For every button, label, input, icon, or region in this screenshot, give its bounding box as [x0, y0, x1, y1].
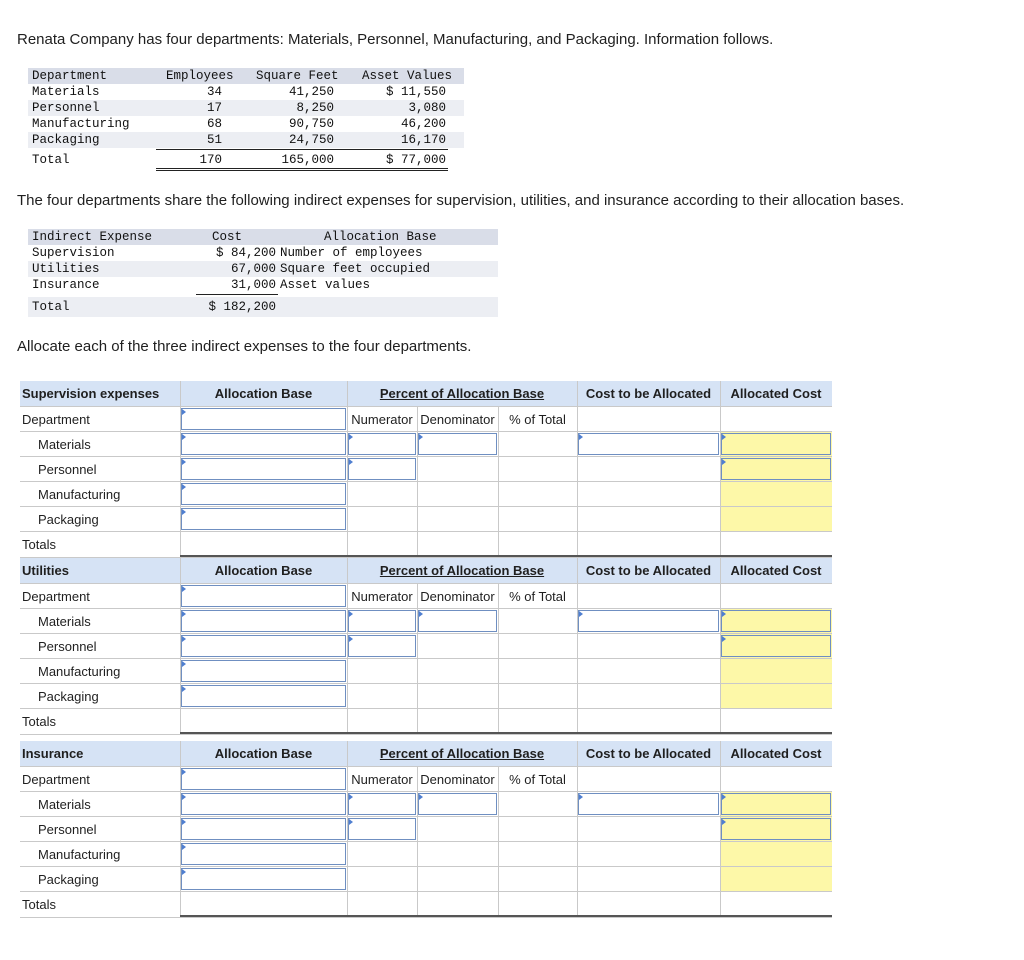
dept-name: Manufacturing [32, 117, 130, 131]
allocated-cost-output [721, 482, 832, 506]
worksheet-row [20, 482, 832, 507]
totals-label: Totals [22, 897, 56, 912]
department-name: Materials [38, 436, 91, 452]
intro-text: Renata Company has four departments: Materials, Personnel, Manufacturing, and Packaging. Information follows. [17, 31, 774, 48]
cell-divider [498, 817, 499, 841]
allocation-base-input[interactable] [181, 843, 346, 865]
department-name: Manufacturing [38, 663, 121, 679]
department-label: Department [22, 771, 90, 787]
cell-divider [347, 532, 348, 557]
expense-name: Supervision [32, 246, 115, 260]
dept-total-sqft: 165,000 [281, 153, 334, 167]
cell-divider [577, 507, 578, 531]
expense-name: Insurance [32, 278, 100, 292]
cell-divider [498, 684, 499, 708]
cell-divider [180, 892, 181, 917]
cell-divider [347, 659, 348, 683]
department-name: Packaging [38, 688, 99, 704]
hdr-department: Department [32, 69, 108, 83]
cell-divider [577, 407, 578, 431]
allocation-base-input[interactable] [181, 508, 346, 530]
allocation-base-input[interactable] [181, 635, 346, 657]
numerator-header: Numerator [351, 588, 413, 604]
cell-divider [417, 482, 418, 506]
dept-name: Packaging [32, 133, 100, 147]
expense-total-label: Total [32, 300, 70, 314]
expense-base: Square feet occupied [280, 262, 431, 276]
department-name: Manufacturing [38, 846, 121, 862]
hdr-allocation-base: Allocation Base [324, 230, 437, 244]
allocation-base-input[interactable] [181, 768, 346, 790]
cell-divider [577, 532, 578, 557]
dept-assets: $ 11,550 [385, 85, 446, 99]
cell-divider [498, 842, 499, 866]
allocated-cost-input[interactable] [721, 610, 831, 632]
expense-table-header [28, 229, 498, 245]
allocation-base-input[interactable] [181, 868, 346, 890]
cell-divider [577, 817, 578, 841]
cell-divider [417, 532, 418, 557]
hdr-employees: Employees [166, 69, 234, 83]
cell-divider [498, 659, 499, 683]
cell-divider [577, 709, 578, 734]
denominator-header: Denominator [420, 411, 495, 427]
expense-total-cost: $ 182,200 [208, 300, 276, 314]
dept-assets: 16,170 [400, 133, 446, 147]
cell-divider [347, 482, 348, 506]
denominator-header: Denominator [420, 771, 495, 787]
section-header-row [20, 381, 832, 407]
worksheet-row [20, 767, 832, 792]
worksheet-row [20, 842, 832, 867]
cell-divider [498, 432, 499, 456]
denominator-input[interactable] [418, 793, 497, 815]
allocated-cost-output [721, 842, 832, 866]
worksheet-row [20, 609, 832, 634]
worksheet-row [20, 457, 832, 482]
numerator-input[interactable] [348, 433, 416, 455]
section-title: Insurance [22, 746, 84, 761]
cell-divider [577, 892, 578, 917]
cell-divider [417, 892, 418, 917]
percent-of-allocation-base-header: Percent of Allocation Base [379, 563, 545, 578]
allocation-base-input[interactable] [181, 610, 346, 632]
cell-divider [577, 482, 578, 506]
section-header-row [20, 741, 832, 767]
allocation-base-header: Allocation Base [214, 563, 313, 578]
dept-row-manufacturing [28, 116, 464, 132]
worksheet-row [20, 584, 832, 609]
allocated-cost-input[interactable] [721, 793, 831, 815]
percent-of-total-header: % of Total [509, 588, 566, 604]
cost-to-be-allocated-header: Cost to be Allocated [585, 563, 712, 578]
worksheet-row [20, 532, 832, 558]
dept-total-double-rule [156, 168, 448, 171]
cost-to-be-allocated-input[interactable] [578, 433, 719, 455]
cell-divider [720, 407, 721, 431]
numerator-input[interactable] [348, 818, 416, 840]
cell-divider [720, 532, 721, 557]
cell-divider [498, 867, 499, 891]
worksheet-row [20, 817, 832, 842]
allocated-cost-output [721, 867, 832, 891]
hdr-asset-values: Asset Values [362, 69, 453, 83]
cell-divider [498, 892, 499, 917]
hdr-indirect-expense: Indirect Expense [32, 230, 153, 244]
numerator-header: Numerator [351, 771, 413, 787]
dept-row-packaging [28, 132, 464, 148]
allocation-base-input[interactable] [181, 433, 346, 455]
department-label: Department [22, 411, 90, 427]
dept-total-employees: 170 [199, 153, 222, 167]
totals-double-rule [180, 915, 832, 917]
denominator-input[interactable] [418, 433, 497, 455]
percent-of-allocation-base-header: Percent of Allocation Base [379, 746, 545, 761]
worksheet-row [20, 407, 832, 432]
cost-to-be-allocated-header: Cost to be Allocated [585, 386, 712, 401]
cell-divider [720, 709, 721, 734]
allocate-text: Allocate each of the three indirect expenses to the four departments. [17, 338, 472, 355]
dept-assets: 46,200 [400, 117, 446, 131]
cell-divider [180, 532, 181, 557]
cell-divider [498, 507, 499, 531]
cell-divider [347, 709, 348, 734]
worksheet-row [20, 867, 832, 892]
department-label: Department [22, 588, 90, 604]
percent-of-total-header: % of Total [509, 771, 566, 787]
cost-to-be-allocated-header: Cost to be Allocated [585, 746, 712, 761]
allocation-base-input[interactable] [181, 818, 346, 840]
cell-divider [577, 457, 578, 481]
cell-divider [417, 709, 418, 734]
cell-divider [417, 457, 418, 481]
share-text: The four departments share the following indirect expenses for supervision, utilities, and insurance according to their allocation bases. [17, 192, 905, 209]
numerator-header: Numerator [351, 411, 413, 427]
hdr-square-feet: Square Feet [256, 69, 339, 83]
indirect-expense-table [28, 229, 498, 319]
dept-employees: 34 [206, 85, 222, 99]
dept-sqft: 90,750 [288, 117, 334, 131]
expense-base: Number of employees [280, 246, 423, 260]
dept-sqft: 41,250 [288, 85, 334, 99]
allocated-cost-input[interactable] [721, 433, 831, 455]
dept-row-personnel [28, 100, 464, 116]
expense-cost: 31,000 [230, 278, 276, 292]
worksheet-row [20, 507, 832, 532]
expense-base: Asset values [280, 278, 371, 292]
numerator-input[interactable] [348, 635, 416, 657]
dept-total-rule [156, 149, 448, 150]
dept-total-label: Total [32, 153, 70, 167]
cell-divider [577, 659, 578, 683]
allocated-cost-header: Allocated Cost [730, 563, 822, 578]
dept-total-assets: $ 77,000 [385, 153, 446, 167]
cell-divider [577, 842, 578, 866]
worksheet-row [20, 634, 832, 659]
expense-row-utilities [28, 261, 498, 277]
expense-row-insurance [28, 277, 498, 293]
department-name: Materials [38, 796, 91, 812]
allocation-base-input[interactable] [181, 585, 346, 607]
cell-divider [347, 892, 348, 917]
cell-divider [417, 817, 418, 841]
worksheet-row [20, 684, 832, 709]
expense-cost: $ 84,200 [215, 246, 276, 260]
allocation-base-input[interactable] [181, 458, 346, 480]
dept-row-total [28, 152, 464, 168]
dept-employees: 51 [206, 133, 222, 147]
cell-divider [180, 709, 181, 734]
allocation-base-input[interactable] [181, 685, 346, 707]
dept-employees: 17 [206, 101, 222, 115]
allocated-cost-input[interactable] [721, 635, 831, 657]
allocated-cost-output [721, 507, 832, 531]
allocated-cost-input[interactable] [721, 818, 831, 840]
allocation-base-input[interactable] [181, 483, 346, 505]
dept-row-materials [28, 84, 464, 100]
percent-of-total-header: % of Total [509, 411, 566, 427]
cell-divider [577, 584, 578, 608]
allocation-base-input[interactable] [181, 408, 346, 430]
cell-divider [577, 767, 578, 791]
cell-divider [417, 507, 418, 531]
cell-divider [347, 867, 348, 891]
cell-divider [417, 842, 418, 866]
numerator-input[interactable] [348, 793, 416, 815]
hdr-cost: Cost [212, 230, 243, 244]
cell-divider [720, 767, 721, 791]
department-name: Manufacturing [38, 486, 121, 502]
cell-divider [577, 684, 578, 708]
expense-row-total [28, 297, 498, 317]
allocation-base-header: Allocation Base [214, 386, 313, 401]
totals-label: Totals [22, 714, 56, 729]
worksheet-row [20, 792, 832, 817]
numerator-input[interactable] [348, 610, 416, 632]
dept-assets: 3,080 [408, 101, 446, 115]
dept-table-header [28, 68, 464, 84]
totals-double-rule [180, 732, 832, 734]
cell-divider [347, 507, 348, 531]
allocated-cost-input[interactable] [721, 458, 831, 480]
cell-divider [498, 457, 499, 481]
cell-divider [347, 684, 348, 708]
allocation-base-input[interactable] [181, 793, 346, 815]
totals-double-rule [180, 555, 832, 557]
allocated-cost-output [721, 659, 832, 683]
allocated-cost-output [721, 684, 832, 708]
department-name: Materials [38, 613, 91, 629]
cell-divider [417, 684, 418, 708]
section-title: Supervision expenses [22, 386, 160, 401]
cell-divider [498, 609, 499, 633]
cell-divider [417, 634, 418, 658]
totals-label: Totals [22, 537, 56, 552]
department-name: Personnel [38, 821, 97, 837]
expense-row-supervision [28, 245, 498, 261]
cell-divider [498, 532, 499, 557]
department-name: Packaging [38, 511, 99, 527]
cell-divider [577, 867, 578, 891]
denominator-header: Denominator [420, 588, 495, 604]
expense-cost: 67,000 [230, 262, 276, 276]
cell-divider [498, 709, 499, 734]
cell-divider [498, 792, 499, 816]
allocation-base-header: Allocation Base [214, 746, 313, 761]
dept-sqft: 24,750 [288, 133, 334, 147]
percent-of-allocation-base-header: Percent of Allocation Base [379, 386, 545, 401]
worksheet-row [20, 659, 832, 684]
cell-divider [498, 634, 499, 658]
cell-divider [417, 867, 418, 891]
department-info-table [28, 68, 468, 168]
department-name: Personnel [38, 638, 97, 654]
allocation-base-input[interactable] [181, 660, 346, 682]
cell-divider [720, 584, 721, 608]
denominator-input[interactable] [418, 610, 497, 632]
section-title: Utilities [22, 563, 69, 578]
dept-employees: 68 [206, 117, 222, 131]
worksheet-row [20, 432, 832, 457]
cell-divider [498, 482, 499, 506]
dept-name: Materials [32, 85, 100, 99]
expense-total-rule [196, 294, 278, 295]
worksheet-row [20, 709, 832, 735]
allocated-cost-header: Allocated Cost [730, 746, 822, 761]
department-name: Personnel [38, 461, 97, 477]
cell-divider [417, 659, 418, 683]
numerator-input[interactable] [348, 458, 416, 480]
dept-name: Personnel [32, 101, 100, 115]
dept-sqft: 8,250 [296, 101, 334, 115]
expense-name: Utilities [32, 262, 100, 276]
department-name: Packaging [38, 871, 99, 887]
cost-to-be-allocated-input[interactable] [578, 610, 719, 632]
cell-divider [720, 892, 721, 917]
section-header-row [20, 558, 832, 584]
allocated-cost-header: Allocated Cost [730, 386, 822, 401]
cost-to-be-allocated-input[interactable] [578, 793, 719, 815]
cell-divider [347, 842, 348, 866]
worksheet-row [20, 892, 832, 918]
cell-divider [577, 634, 578, 658]
